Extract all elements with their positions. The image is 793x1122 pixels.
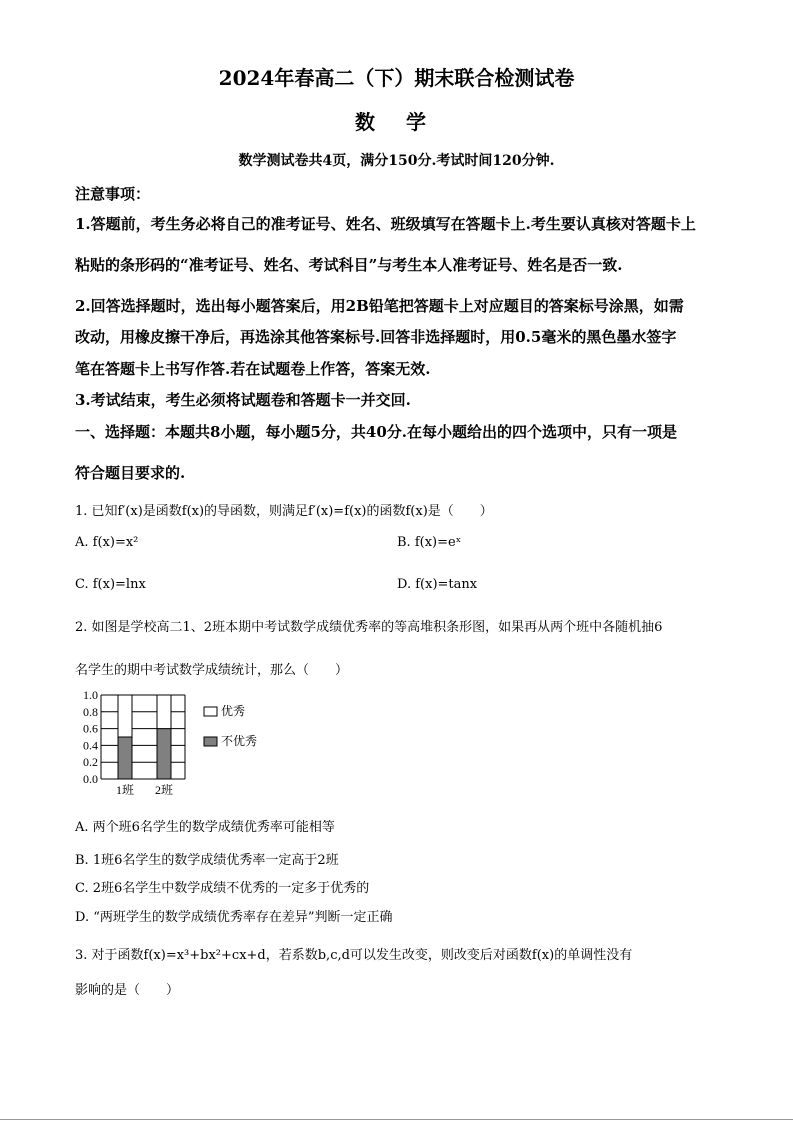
- x-tick-label: 2班: [154, 783, 174, 797]
- question-3-stem: 3. 对于函数f(x)=x³+bx²+cx+d，若系数b,c,d可以发生改变，则改变后对函数f(x)的单调性没有: [75, 948, 633, 963]
- section-heading: 一、选择题：本题共8小题，每小题5分，共40分.在每小题给出的四个选项中，只有一项是: [75, 423, 677, 441]
- legend-label: 不优秀: [221, 734, 258, 748]
- bar-segment-优秀: [118, 695, 132, 737]
- section-heading: 符合题目要求的.: [75, 464, 186, 482]
- y-tick-label: 0.4: [83, 738, 98, 753]
- y-tick-label: 0.0: [83, 772, 98, 786]
- question-2-stem: 2. 如图是学校高二1、2班本期中考试数学成绩优秀率的等高堆积条形图，如果再从两个班中各随机抽6: [75, 620, 663, 635]
- bar-segment-优秀: [157, 695, 171, 729]
- question-1-stem: 1. 已知f′(x)是函数f(x)的导函数，则满足f′(x)=f(x)的函数f(x)是（ ）: [75, 504, 493, 519]
- page-title: 2024年春高二（下）期末联合检测试卷: [218, 66, 575, 90]
- legend-swatch: [204, 737, 217, 746]
- y-tick-label: 1.0: [83, 688, 98, 702]
- question-2-option-b: B. 1班6名学生的数学成绩优秀率一定高于2班: [75, 853, 339, 868]
- legend-label: 优秀: [221, 704, 246, 718]
- bar-segment-不优秀: [118, 737, 132, 779]
- exam-info: 数学测试卷共4页，满分150分.考试时间120分钟.: [238, 153, 555, 169]
- question-1-option-b: B. f(x)=eˣ: [397, 535, 462, 550]
- subject-title: 数 学: [355, 110, 438, 134]
- question-1-option-a: A. f(x)=x²: [75, 535, 139, 550]
- x-tick-label: 1班: [115, 783, 135, 797]
- notice-line: 粘贴的条形码的“准考证号、姓名、考试科目”与考生本人准考证号、姓名是否一致.: [75, 256, 623, 274]
- question-2-option-a: A. 两个班6名学生的数学成绩优秀率可能相等: [75, 820, 335, 835]
- notice-line: 改动，用橡皮擦干净后，再选涂其他答案标号.回答非选择题时，用0.5毫米的黑色墨水签字: [75, 328, 677, 346]
- stacked-bar-chart: [70, 685, 280, 803]
- legend-swatch: [204, 707, 217, 716]
- question-2-stem: 名学生的期中考试数学成绩统计，那么（ ）: [75, 663, 349, 678]
- notice-line: 1.答题前，考生务必将自己的准考证号、姓名、班级填写在答题卡上.考生要认真核对答题卡上: [75, 215, 696, 233]
- question-3-stem: 影响的是（ ）: [75, 983, 180, 998]
- bar-segment-不优秀: [157, 729, 171, 779]
- y-tick-label: 0.8: [83, 704, 98, 719]
- notice-heading: 注意事项：: [75, 185, 151, 203]
- notice-line: 笔在答题卡上书写作答.若在试题卷上作答，答案无效.: [75, 360, 431, 378]
- notice-line: 2.回答选择题时，选出每小题答案后，用2B铅笔把答题卡上对应题目的答案标号涂黑，如需: [75, 297, 684, 315]
- y-tick-label: 0.2: [83, 755, 98, 770]
- question-1-option-d: D. f(x)=tanx: [397, 577, 478, 592]
- question-2-option-d: D. “两班学生的数学成绩优秀率存在差异”判断一定正确: [75, 910, 393, 925]
- question-1-option-c: C. f(x)=lnx: [75, 577, 146, 592]
- notice-line: 3.考试结束，考生必须将试题卷和答题卡一并交回.: [75, 391, 411, 409]
- question-2-option-c: C. 2班6名学生中数学成绩不优秀的一定多于优秀的: [75, 881, 370, 896]
- page-bottom-divider: [0, 1119, 793, 1120]
- y-tick-label: 0.6: [83, 721, 98, 736]
